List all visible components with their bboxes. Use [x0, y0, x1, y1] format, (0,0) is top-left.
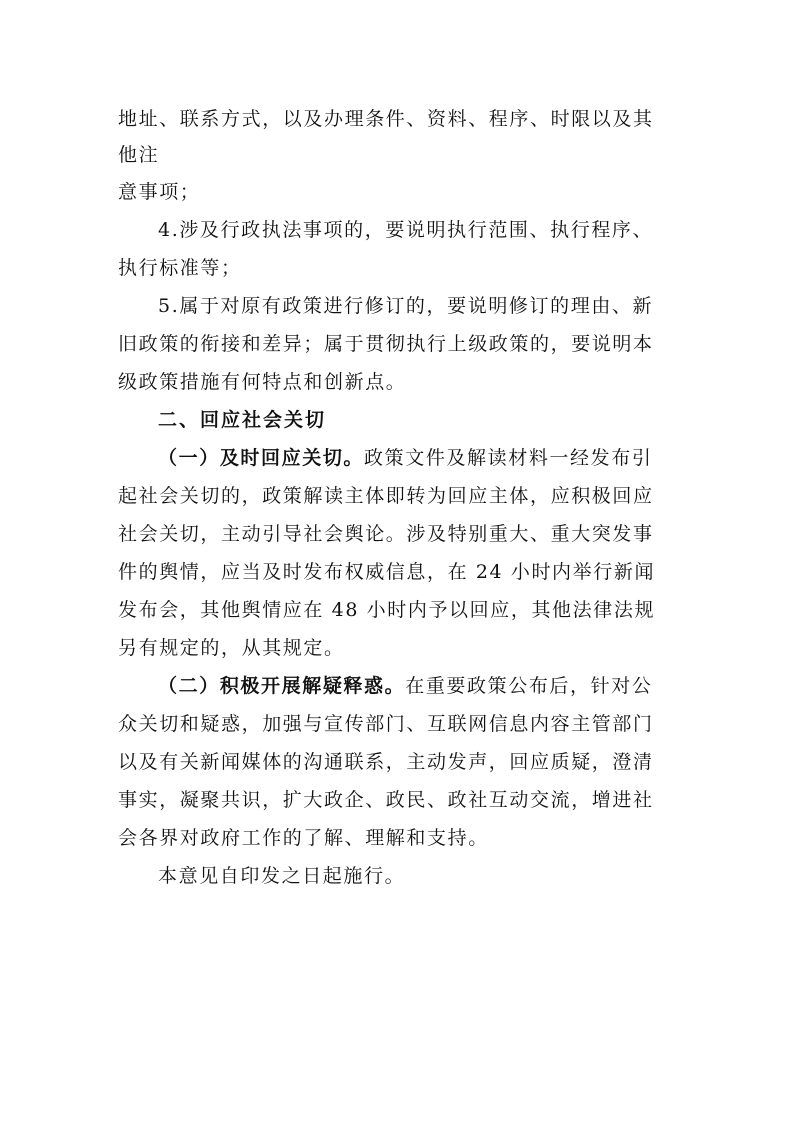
- subsection-marker: （一）: [158, 447, 220, 469]
- closing-line: 本意见自印发之日起施行。: [158, 865, 406, 887]
- paragraph-line: [158, 674, 738, 698]
- text-line: 旧政策的衔接和差异；属于贯彻执行上级政策的，要说明本: [118, 333, 654, 355]
- text-line: 起社会关切的，政策解读主体即转为回应主体，应积极回应: [118, 485, 654, 507]
- text-line: 地址、联系方式，以及办理条件、资料、程序、时限以及其: [118, 108, 654, 130]
- text-line: 级政策措施有何特点和创新点。: [118, 371, 407, 393]
- text-line: 另有规定的，从其规定。: [118, 637, 345, 659]
- subsection-title: 及时回应关切。: [219, 447, 365, 469]
- paragraph-text: 在重要政策公布后，针对公: [405, 675, 653, 697]
- text-line: 5.属于对原有政策进行修订的，要说明修订的理由、新: [158, 295, 654, 317]
- text-line: 事实，凝聚共识，扩大政企、政民、政社互动交流，增进社: [118, 789, 654, 811]
- text-line: 众关切和疑惑，加强与宣传部门、互联网信息内容主管部门: [118, 713, 654, 735]
- section-heading: 二、回应社会关切: [158, 409, 327, 431]
- subsection-marker: （二）: [158, 675, 220, 697]
- text-line: 执行标准等；: [118, 257, 242, 279]
- text-line: 4.涉及行政执法事项的，要说明执行范围、执行程序、: [158, 219, 654, 241]
- text-line: 意事项；: [118, 181, 201, 203]
- paragraph-line: [158, 446, 738, 470]
- text-line: 他注: [118, 144, 160, 166]
- text-line: 会各界对政府工作的了解、理解和支持。: [118, 827, 489, 849]
- text-line: 件的舆情，应当及时发布权威信息，在 24 小时内举行新闻: [118, 561, 656, 583]
- text-line: 发布会，其他舆情应在 48 小时内予以回应，其他法律法规: [118, 599, 656, 621]
- text-line: 社会关切，主动引导社会舆论。涉及特别重大、重大突发事: [118, 523, 654, 545]
- paragraph-text: 政策文件及解读材料一经发布引: [364, 447, 653, 469]
- subsection-title: 积极开展解疑释惑。: [219, 675, 406, 697]
- text-line: 以及有关新闻媒体的沟通联系，主动发声，回应质疑，澄清: [118, 751, 654, 773]
